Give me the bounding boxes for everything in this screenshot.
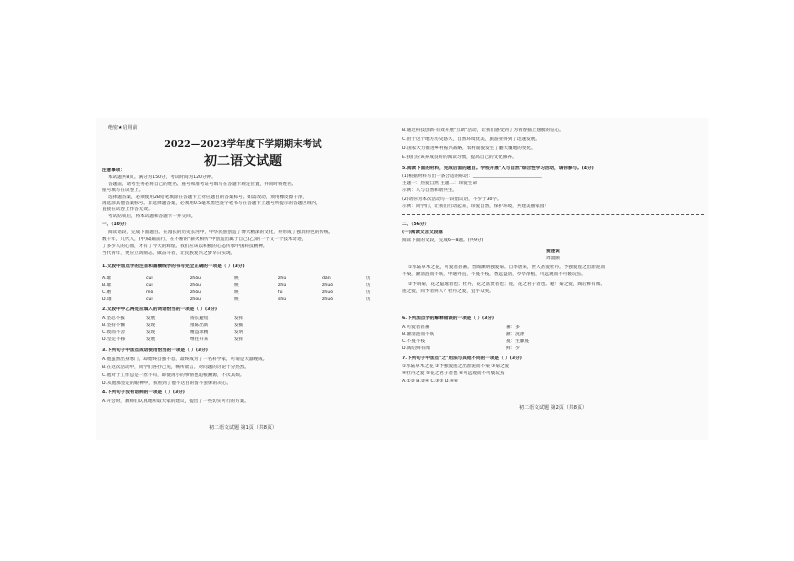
q6-option-row bbox=[402, 325, 704, 331]
q1-option-b-item: zhuó bbox=[322, 283, 334, 288]
poem-line: 莲之爱，同予者何人？牡丹之爱，宜乎众矣。 bbox=[402, 289, 494, 294]
q4-option-e: E.我们应该养成良好的阅读习惯，提高自己的文化修养。 bbox=[402, 155, 517, 160]
note-line: 座号填写在试卷上。 bbox=[102, 188, 144, 193]
question-1: 1.文段中加点字的注音和画横线字的书写完全正确的一项是（ ）(3分) bbox=[102, 264, 245, 269]
exam-page-2 bbox=[402, 118, 704, 440]
q1-option-a-item: dàn bbox=[322, 276, 331, 281]
q6-option-d-gloss: 鲜：少 bbox=[506, 346, 520, 351]
q6-option-a-gloss: 蕃：多 bbox=[506, 325, 520, 330]
q1-option-d: D.璀 bbox=[102, 297, 112, 302]
q1-option-row bbox=[102, 290, 384, 296]
poem-line: ②予谓菊，花之隐逸者也；牡丹，花之富贵者也；莲，花之君子者也。噫！菊之爱，陶后鲜有闻。 bbox=[408, 282, 606, 287]
passage-line: 数千年，几代人，(甲)砥砺前行，在不断的"薪火相传"中创造出属于自己(乙)的一个又一个技术奇迹， bbox=[102, 237, 307, 242]
q6-option-b-gloss: 濯：洗涤 bbox=[506, 332, 525, 337]
q1-option-c-item: 焕 bbox=[234, 290, 239, 295]
question-6: 6.下列加点字的解释错误的一项是（ ）(3分) bbox=[402, 316, 495, 321]
q3-option-b: B.在这次活动中，同学们各抒己见，畅所欲言，对问题的讨论十分热烈。 bbox=[102, 365, 250, 370]
q4-option-c: C.由于这个地方历史悠久，自然环境优美，旅游业得到了迅速发展。 bbox=[402, 137, 540, 142]
q2-option-item: 发明 bbox=[234, 330, 244, 335]
q1-option-d-item: shú bbox=[278, 297, 287, 302]
q1-option-a-item: zhòu bbox=[190, 276, 202, 281]
q2-option-item: 发展 bbox=[146, 337, 156, 342]
q2-option-item: 发挥 bbox=[234, 337, 244, 342]
q2-option-item: 继往开来 bbox=[190, 337, 209, 342]
q1-option-b-item: zhǒu bbox=[190, 283, 202, 288]
q6-option-a: A.可爱者甚蕃 bbox=[402, 325, 430, 330]
page-2-footer: 初二语文试题 第2页（共8页） bbox=[519, 405, 587, 411]
q1-option-a-item: cuǐ bbox=[146, 276, 153, 281]
poem-line: 不染，濯清涟而不妖，中通外直，不蔓不枝，香远益清，亭亭净植，可远观而不可亵玩焉。 bbox=[402, 272, 586, 277]
q1-option-b: B.璀 bbox=[102, 283, 112, 288]
part-one-heading: 一、（10分） bbox=[102, 222, 130, 227]
secure-mark: 绝密★启用前 bbox=[108, 125, 138, 131]
q1-option-d-item: cuǐ bbox=[146, 297, 153, 302]
q1-option-c-item: zhǒu bbox=[190, 290, 202, 295]
q3-option-c: C.他对于工作总是一丝不苟，即使再小的事情也追根溯源，不厌其烦。 bbox=[102, 373, 245, 378]
q6-option-c-gloss: 蔓：生藤蔓 bbox=[506, 339, 529, 344]
part-two-heading: 二、（56分） bbox=[402, 222, 430, 227]
q6-option-row bbox=[402, 339, 704, 345]
q7-items: ①水陆草木之花 ②予独爱莲之出淤泥而不染 ③菊之爱 bbox=[402, 364, 510, 369]
q2-option-a: A.坚忍不拔 bbox=[102, 316, 125, 321]
q5-themes: 主题一：热爱自然 主题二：珍爱生命 bbox=[402, 181, 477, 186]
note-line: 直接在试卷上作答无效。 bbox=[102, 207, 153, 212]
question-2: 2.文段中甲乙两处应填入的词语恰当的一项是（ ）(3分) bbox=[102, 307, 218, 312]
q1-option-d-item: zhuó bbox=[322, 297, 334, 302]
question-3: 3.下列句子中加点成语使用恰当的一项是（ ）(3分) bbox=[102, 348, 208, 353]
question-5: 5.阅读下面的材料，完成后面的题目。学校开展"人与自然"综合性学习活动，请你参与。(4分) bbox=[402, 166, 594, 171]
q6-option-row bbox=[402, 346, 704, 352]
q7-items: ④牡丹之爱 ⑤花之君子者也 ⑥可远观而不可亵玩焉 bbox=[402, 371, 505, 376]
q1-option-c-item: 历 bbox=[366, 290, 371, 295]
q3-option-a: A.他虽然出身寒门，却始终自强不息，最终成为了一名科学家，可谓是大器晚成。 bbox=[102, 357, 268, 362]
q5-sub-1: (1)根据材料写出一条合适的标语：______________________________ bbox=[402, 174, 542, 179]
q6-option-row bbox=[402, 332, 704, 338]
q2-option-d: D.坚定不移 bbox=[102, 337, 126, 342]
q1-option-c-item: fù bbox=[278, 290, 283, 295]
q3-option-d: D.从他那坚定的眼神中，我看到了他不达目的誓不罢休的决心。 bbox=[102, 381, 232, 386]
q1-option-b-item: cuì bbox=[146, 283, 153, 288]
q1-option-c: C.磨 bbox=[102, 290, 112, 295]
q6-option-c: C.不蔓不枝 bbox=[402, 339, 426, 344]
q2-option-item: 发掘 bbox=[234, 323, 244, 328]
q1-option-row bbox=[102, 283, 384, 289]
exam-page-1 bbox=[102, 118, 384, 440]
q2-option-b: B.坚持不懈 bbox=[102, 323, 125, 328]
passage-line: 当代青年，更应立鸿鹄志，做奋斗者，让民族复兴之梦早日实现。 bbox=[102, 251, 236, 256]
q1-option-b-item: 历 bbox=[366, 283, 371, 288]
q4-option-b: B.通过科技创新·有效开展"互助"活动，让我们感受到了为青春插上翅膀的信心。 bbox=[402, 128, 564, 133]
passage-line: 阅读语段，完成下面题目。在漫长的历史长河中，中华民族创造了博大精深的文化，并形成了独具特色的传统。 bbox=[108, 230, 334, 235]
poem-line: ①水陆草木之花，可爱者甚蕃。晋陶渊明独爱菊。自李唐来，世人甚爱牡丹。予独爱莲之出淤泥而 bbox=[408, 265, 606, 270]
note-line: 考试结束后，将本试题和答题卡一并交回。 bbox=[108, 214, 196, 219]
q2-option-item: 发现 bbox=[146, 330, 156, 335]
q7-answers: A.①③ B.②④ C.③⑤ D.④⑥ bbox=[402, 379, 459, 384]
part-two-subheading: (一)阅读文言文段落 bbox=[402, 230, 443, 235]
question-4: 4.下列句子没有语病的一项是（ ）(3分) bbox=[102, 390, 185, 395]
q1-option-d-item: 历 bbox=[366, 297, 371, 302]
q2-option-item: 发展 bbox=[146, 316, 156, 321]
q1-option-d-item: 焕 bbox=[234, 297, 239, 302]
q1-option-c-item: zhuó bbox=[322, 290, 334, 295]
q1-option-b-item: 焕 bbox=[234, 283, 239, 288]
q2-option-row bbox=[102, 323, 384, 329]
exam-sheet bbox=[96, 118, 708, 440]
q5-example: 示例：人与自然和谐共生。 bbox=[402, 188, 458, 193]
part-two-instruction: 阅读下面的文段，完成6—8题。(共9分) bbox=[402, 238, 484, 243]
passage-line: 了多少人的心血，才有了今天的辉煌。我们应该以积极的心态传承中国科技精神。 bbox=[102, 244, 268, 249]
note-line: 答题前，请考生务必将自己的姓名、座号和准考证号填写在答题卡规定位置，并同时将姓名、 bbox=[108, 182, 297, 187]
q1-option-a: A.璀 bbox=[102, 276, 112, 281]
question-7: 7.下列句子中加点"之"用法与其他不同的一项是（ ）(3分) bbox=[402, 356, 522, 361]
q5-sub-2: (2)请你为本次活动写一段倡议语，不少于30字。 bbox=[402, 197, 502, 202]
q1-option-row bbox=[102, 276, 384, 282]
answer-line bbox=[402, 214, 704, 215]
q2-option-item: 精益求精 bbox=[190, 330, 209, 335]
q5-note: 示例：同学们，让我们行动起来，珍爱自然，保护环境，共建美丽家园！ bbox=[402, 204, 550, 209]
q2-option-item: 推陈出新 bbox=[190, 323, 209, 328]
notes-heading: 注意事项： bbox=[102, 168, 125, 173]
q4-option-a: A.开会时，教师们认真地听取大家的建议，提出了一些切实可行的方案。 bbox=[102, 399, 249, 404]
q4-option-d: D.国家大力推进乡村振兴战略，农村面貌发生了翻天覆地的变化。 bbox=[402, 146, 536, 151]
q6-option-b: B.濯清涟而不妖 bbox=[402, 332, 435, 337]
q1-option-b-item: zhú bbox=[278, 283, 287, 288]
subject-title: 初二语文试题 bbox=[203, 154, 282, 169]
poem-author: 周敦颐 bbox=[546, 256, 560, 261]
q1-option-c-item: mó bbox=[146, 290, 154, 295]
q2-option-item: 发挥 bbox=[234, 316, 244, 321]
q1-option-a-item: 历 bbox=[366, 276, 371, 281]
q2-option-row bbox=[102, 316, 384, 322]
q1-option-a-item: zhú bbox=[278, 276, 287, 281]
q1-option-a-item: 焕 bbox=[234, 276, 239, 281]
page-1-footer: 初二语文试题 第1页（共8页） bbox=[209, 425, 277, 431]
note-line: 本试题共8页。满分为150分，考试时间为120分钟。 bbox=[108, 175, 216, 180]
poem-title: 爱莲说 bbox=[546, 249, 560, 254]
q6-option-d: D.陶后鲜有闻 bbox=[402, 346, 430, 351]
note-line: 选择题答案，必须使用2B铅笔填涂在答题卡上对应题目的答案标号。如需改动，须用橡皮擦干净， bbox=[108, 195, 308, 200]
q1-option-d-item: zhōu bbox=[190, 297, 202, 302]
exam-title: 2022—2023学年度下学期期末考试 bbox=[164, 139, 322, 150]
q2-option-row bbox=[102, 330, 384, 336]
q2-option-row bbox=[102, 337, 384, 343]
q2-option-item: 发现 bbox=[146, 323, 156, 328]
note-line: 再选涂其他答案标号。非选择题答案，必须用0.5毫米黑色签字笔书写在答题卡上题号所提示的答题区域内， bbox=[102, 201, 321, 206]
q2-option-item: 扬长避短 bbox=[190, 316, 209, 321]
q1-option-row bbox=[102, 297, 384, 303]
q2-option-c: C.锲而不舍 bbox=[102, 330, 126, 335]
